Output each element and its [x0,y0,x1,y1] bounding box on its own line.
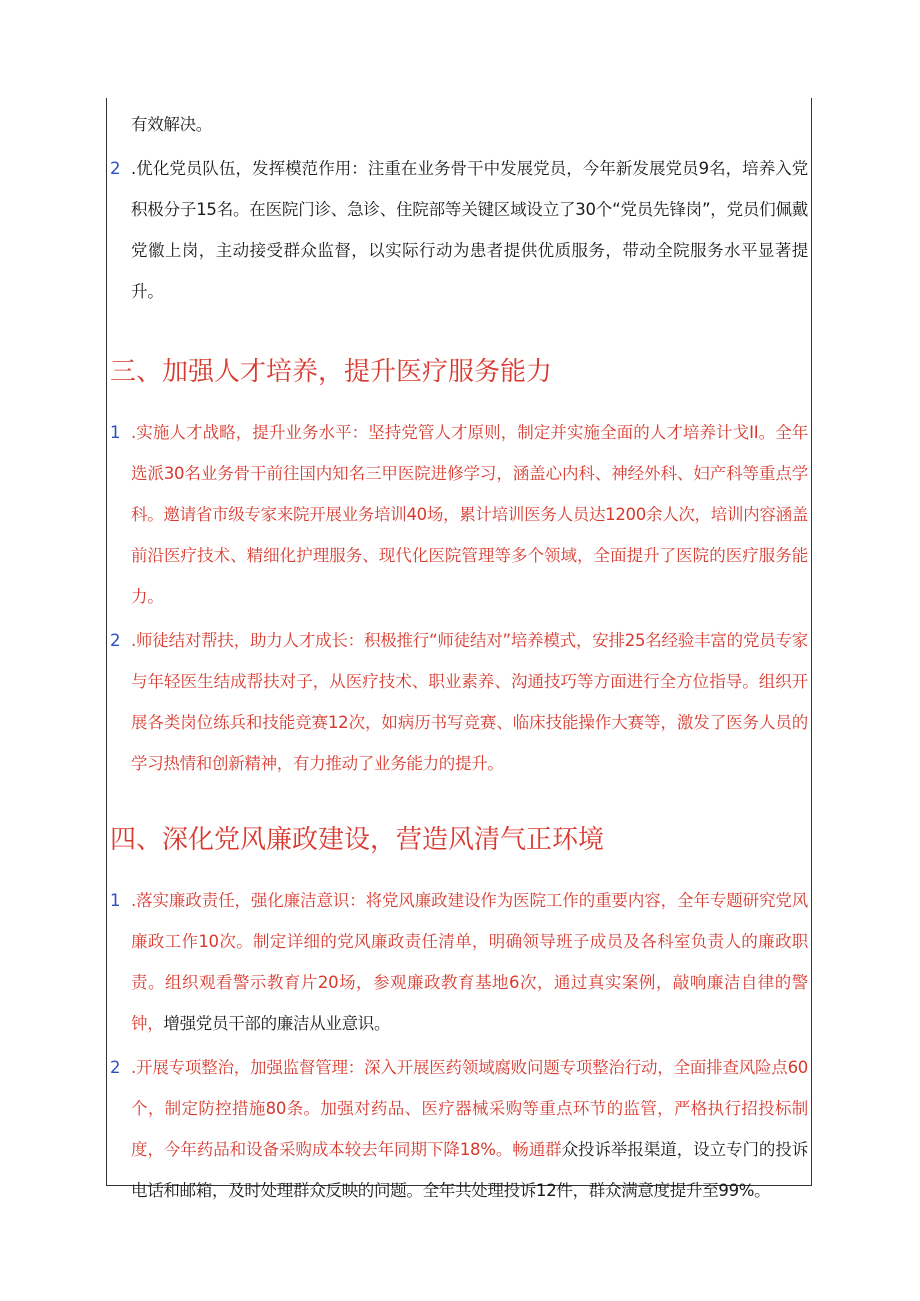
item-text-red: .落实廉政责任，强化廉洁意识：将党风廉政建设作为医院工作的重要内容，全年专题研究党风廉政工作10次。制定详细的党风廉政责任清单，明确领导班子成员及各科室负责人的廉政职责。组织观看警示教育片20场，参观廉政教育基地6次，通过真实案例，敲响廉洁自律的警钟， [131,891,808,1033]
item-text-black: 众投诉举报渠道，设立专门的投诉电话和邮箱，及时处理群众反映的问题。全年共处理投诉12件，群众满意度提升至99%。 [131,1140,808,1200]
item-text-black: 增强党员干部的廉洁从业意识。 [163,1014,391,1033]
carry-over-sentence: 有效解决。 [131,115,213,134]
item-number: 2 [110,159,121,178]
section4-heading: 四、深化党风廉政建设，营造风清气正环境 [110,825,605,855]
item-number: 2 [110,631,121,650]
item-text-red: .开展专项整治，加强监督管理：深入开展医药领域腐败问题专项整治行动，全面排查风险点60个，制定防控措施80条。加强对药品、医疗器械采购等重点环节的监管，严格执行招投标制度，今年药品和设备采购成本较去年同期下降18%。畅通群 [131,1058,808,1159]
item-text: .师徒结对帮扶，助力人才成长：积极推行“师徒结对”培养模式，安排25名经验丰富的党员专家与年轻医生结成帮扶对子，从医疗技术、职业素养、沟通技巧等方面进行全方位指导。组织开展各类岗位练兵和技能竞赛12次，如病历书写竞赛、临床技能操作大赛等，激发了医务人员的学习热情和创新精神，有力推动了业务能力的提升。 [131,631,808,773]
section4-item2 [110,1047,812,1211]
section3-item2 [110,620,812,784]
item-number: 1 [110,891,121,910]
section3-heading: 三、加强人才培养，提升医疗服务能力 [110,357,553,387]
section4-item1 [110,880,812,1044]
item-text: .实施人才战略，提升业务水平：坚持党管人才原则，制定并实施全面的人才培养计戈II。全年选派30名业务骨干前往国内知名三甲医院进修学习，涵盖心内科、神经外科、妇产科等重点学科。邀请省市级专家来院开展业务培训40场，累计培训医务人员达1200余人次，培训内容涵盖前沿医疗技术、精细化护理服务、现代化医院管理等多个领域，全面提升了医院的医疗服务能力。 [131,423,808,606]
section3-item1 [110,412,812,617]
item-number: 1 [110,423,121,442]
section2-item2 [110,148,812,312]
document-body [110,104,812,1211]
item-number: 2 [110,1058,121,1077]
carry-over-text [110,104,812,145]
item-text: .优化党员队伍，发挥模范作用：注重在业务骨干中发展党员，今年新发展党员9名，培养入党积极分子15名。在医院门诊、急诊、住院部等关键区域设立了30个“党员先锋岗”，党员们佩戴党徽上岗，主动接受群众监督，以实际行动为患者提供优质服务，带动全院服务水平显著提升。 [131,159,808,301]
